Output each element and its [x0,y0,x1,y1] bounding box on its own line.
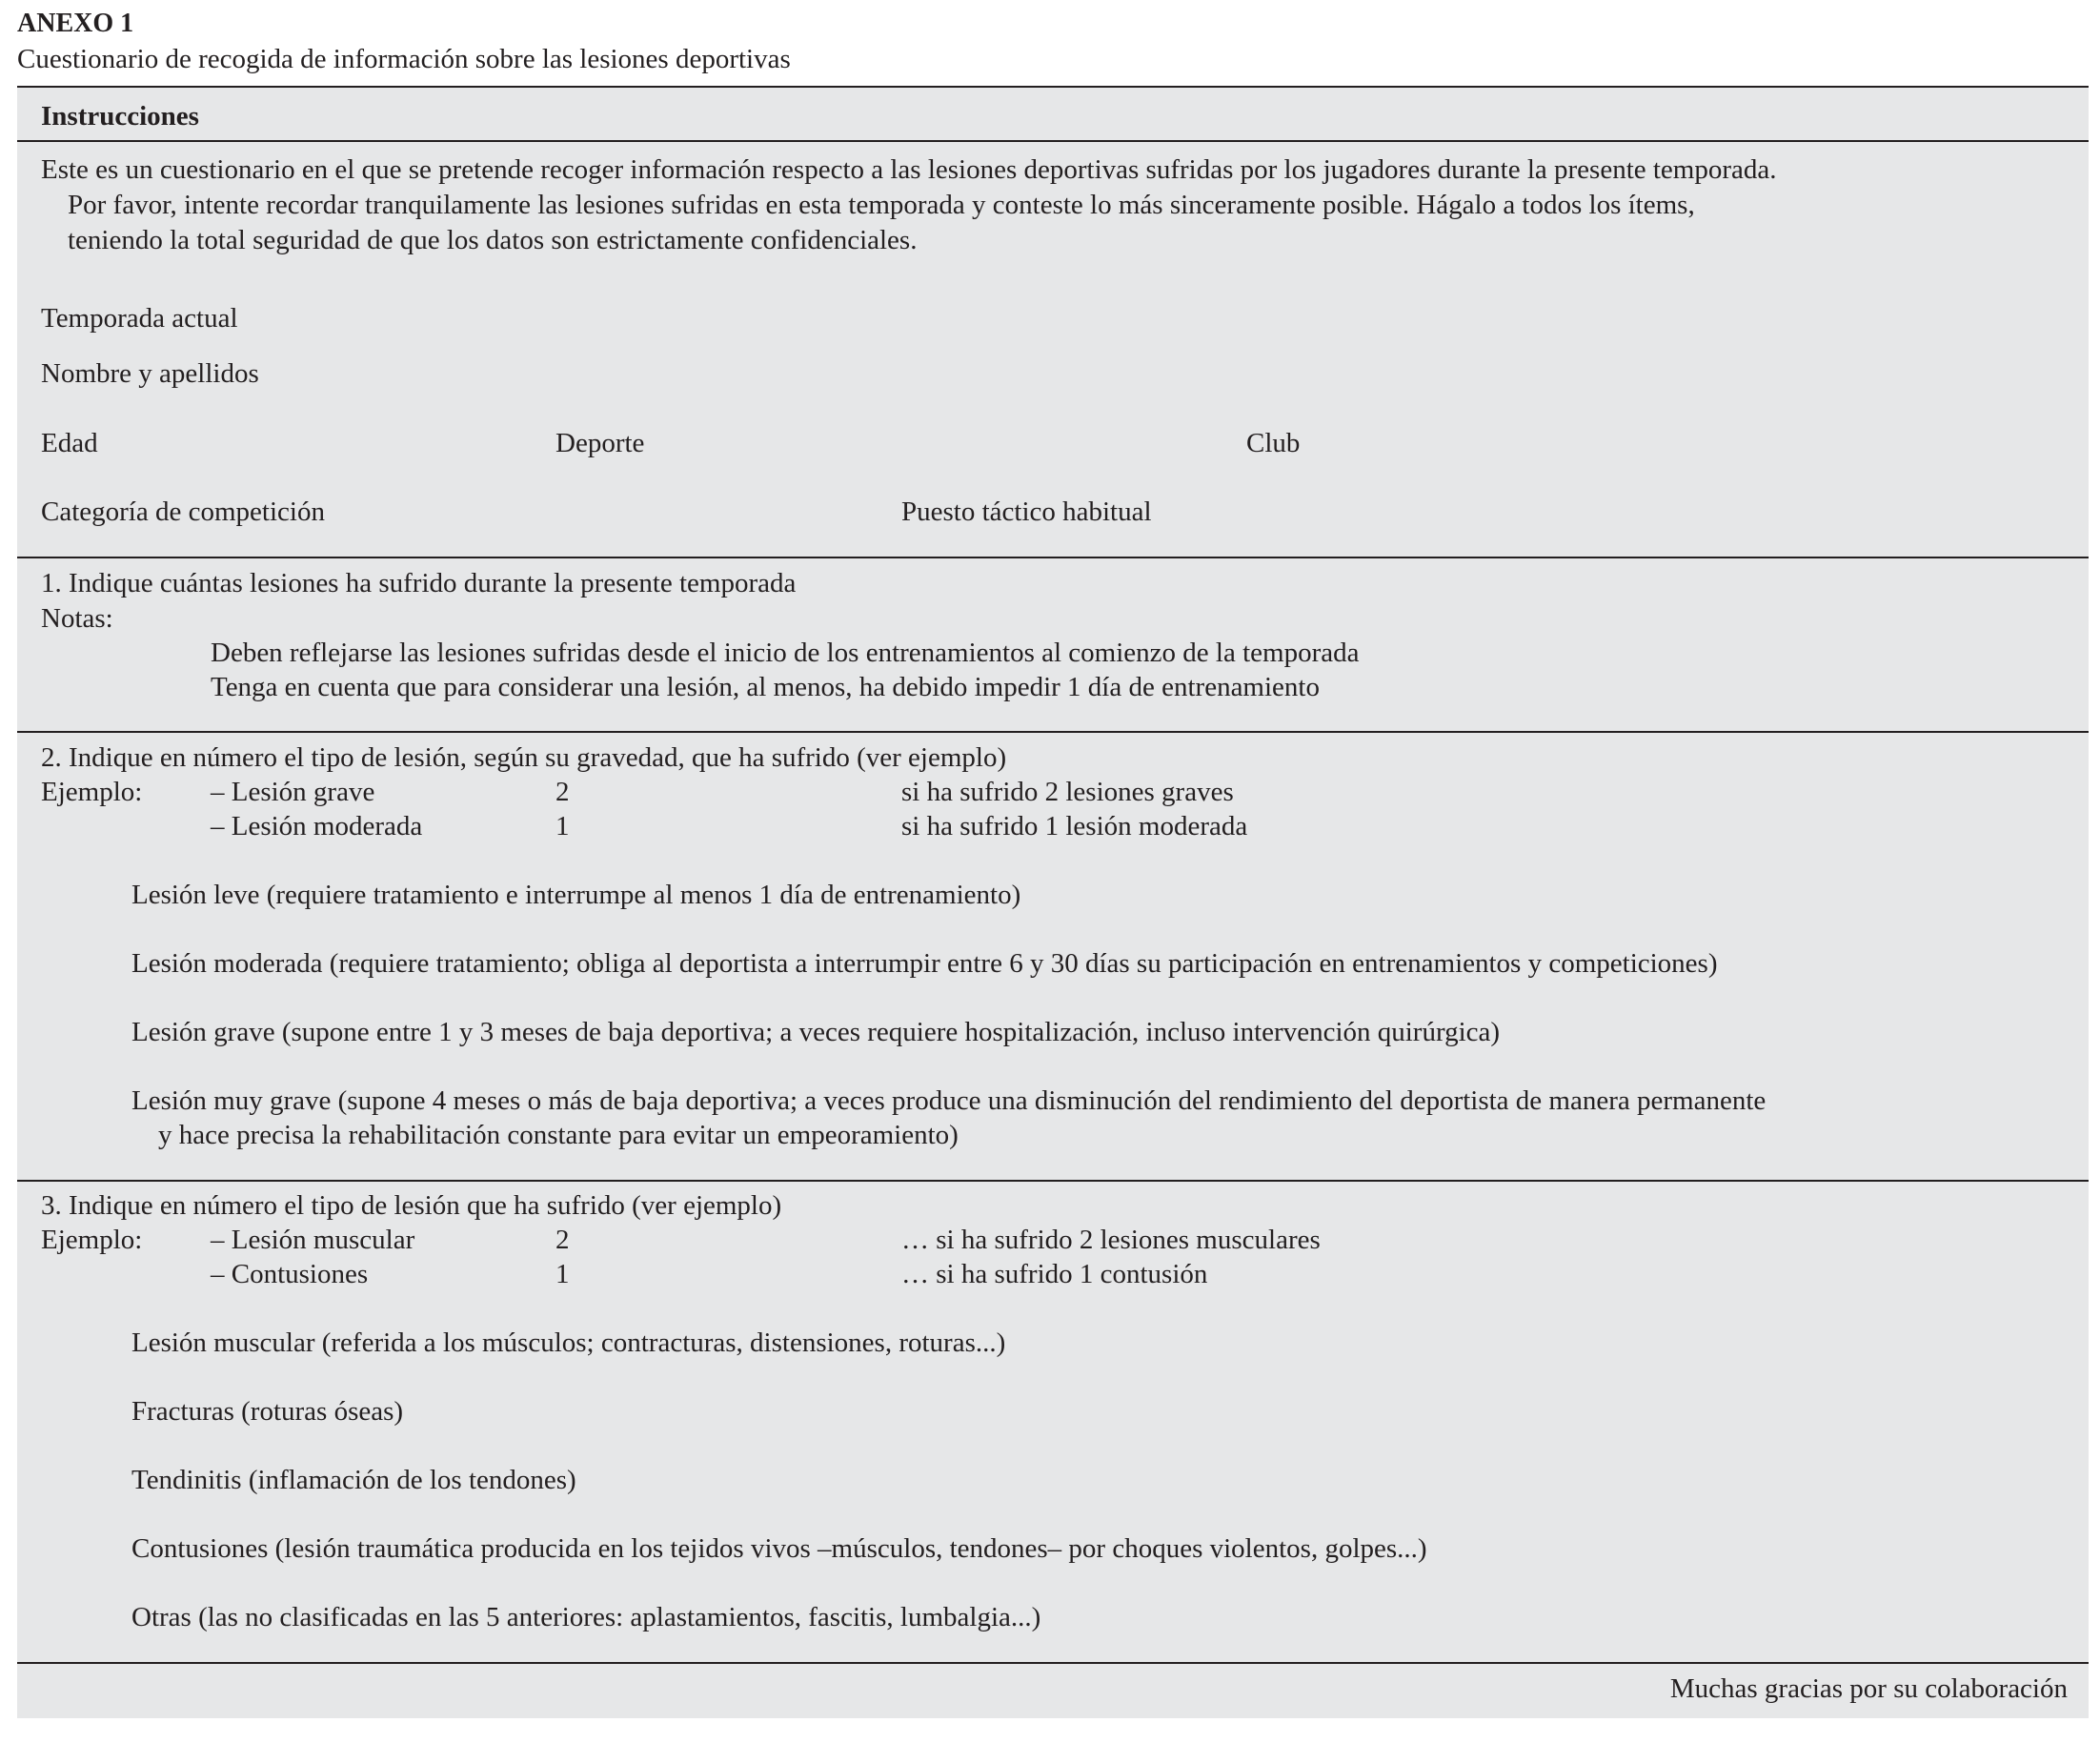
field-sport-label: Deporte [555,428,645,458]
instructions-line-2: Por favor, intente recordar tranquilamente las lesiones sufridas en esta temporada y conteste lo más sinceramente posible. Hágalo a todos los ítems, [68,190,1695,220]
divider [17,140,2089,142]
q2-option-muy-grave-continuation: y hace precisa la rehabilitación constante para evitar un empeoramiento) [158,1120,959,1150]
annex-title: ANEXO 1 [17,9,134,38]
field-category-label: Categoría de competición [41,497,325,527]
q3-example-item: – Contusiones [211,1259,369,1289]
q3-example-desc: … si ha sufrido 2 lesiones musculares [901,1225,1321,1255]
divider [17,1180,2089,1182]
instructions-heading: Instrucciones [41,101,199,132]
field-position-label: Puesto táctico habitual [901,497,1152,527]
q2-example-item: – Lesión grave [211,777,375,807]
q1-question: 1. Indique cuántas lesiones ha sufrido durante la presente temporada [41,568,797,598]
q2-option-leve: Lesión leve (requiere tratamiento e interrumpe al menos 1 día de entrenamiento) [131,880,1021,910]
q2-question: 2. Indique en número el tipo de lesión, según su gravedad, que ha sufrido (ver ejemplo) [41,742,1007,773]
instructions-line-1: Este es un cuestionario en el que se pretende recoger información respecto a las lesiones deportivas sufridas por los jugadores durante la presente temporada. [41,154,1777,185]
q3-example-num: 2 [555,1225,570,1255]
q2-option-muy-grave: Lesión muy grave (supone 4 meses o más de baja deportiva; a veces produce una disminución del rendimiento del deportista de manera permanente [131,1085,1767,1116]
field-season-label: Temporada actual [41,303,238,334]
q2-example-desc: si ha sufrido 2 lesiones graves [901,777,1234,807]
q3-option-tendinitis: Tendinitis (inflamación de los tendones) [131,1465,576,1495]
divider [17,731,2089,733]
q3-example-label: Ejemplo: [41,1225,143,1255]
q1-note-2: Tenga en cuenta que para considerar una lesión, al menos, ha debido impedir 1 día de entrenamiento [211,672,1320,702]
q3-example-desc: … si ha sufrido 1 contusión [901,1259,1208,1289]
q3-example-num: 1 [555,1259,570,1289]
q3-option-fracturas: Fracturas (roturas óseas) [131,1396,404,1427]
divider [17,557,2089,558]
divider [17,1662,2089,1664]
q1-notes-label: Notas: [41,603,113,634]
q2-option-moderada: Lesión moderada (requiere tratamiento; obliga al deportista a interrumpir entre 6 y 30 días su participación en entrenamientos y competiciones) [131,948,1718,979]
q1-note-1: Deben reflejarse las lesiones sufridas desde el inicio de los entrenamientos al comienzo de la temporada [211,638,1360,668]
instructions-line-3: teniendo la total seguridad de que los datos son estrictamente confidenciales. [68,225,918,255]
q3-option-otras: Otras (las no clasificadas en las 5 anteriores: aplastamientos, fascitis, lumbalgia...) [131,1602,1041,1632]
field-age-label: Edad [41,428,98,458]
q2-example-item: – Lesión moderada [211,811,423,841]
q3-option-contusiones: Contusiones (lesión traumática producida en los tejidos vivos –músculos, tendones– por choques violentos, golpes...) [131,1533,1427,1564]
q3-option-muscular: Lesión muscular (referida a los músculos; contracturas, distensiones, roturas...) [131,1328,1006,1358]
q2-option-grave: Lesión grave (supone entre 1 y 3 meses de baja deportiva; a veces requiere hospitalización, incluso intervención quirúrgica) [131,1017,1501,1047]
q2-example-label: Ejemplo: [41,777,143,807]
questionnaire-panel [17,86,2089,1718]
field-name-label: Nombre y apellidos [41,358,259,389]
q3-example-item: – Lesión muscular [211,1225,415,1255]
field-club-label: Club [1246,428,1301,458]
q2-example-num: 2 [555,777,570,807]
q2-example-num: 1 [555,811,570,841]
closing-thanks: Muchas gracias por su colaboración [1669,1673,2068,1704]
q3-question: 3. Indique en número el tipo de lesión que ha sufrido (ver ejemplo) [41,1190,782,1221]
annex-subtitle: Cuestionario de recogida de información sobre las lesiones deportivas [17,44,791,74]
q2-example-desc: si ha sufrido 1 lesión moderada [901,811,1248,841]
